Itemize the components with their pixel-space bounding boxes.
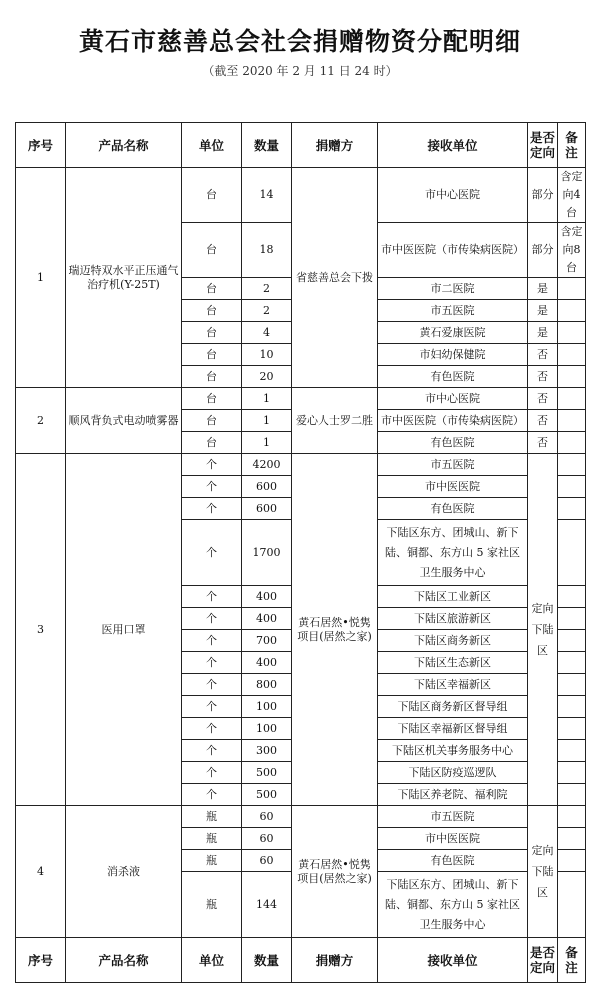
cell-unit: 瓶 [182, 850, 242, 872]
document-title: 黄石市慈善总会社会捐赠物资分配明细 [78, 27, 521, 56]
cell-note [558, 718, 586, 740]
cell-directed: 是 [528, 322, 558, 344]
cell-unit: 个 [182, 762, 242, 784]
cell-donor: 爱心人士罗二胜 [292, 388, 378, 454]
cell-receiver: 市五医院 [378, 300, 528, 322]
cell-note [558, 454, 586, 476]
cell-receiver: 下陆区商务新区 [378, 630, 528, 652]
cell-note [558, 300, 586, 322]
cell-receiver: 下陆区防疫巡逻队 [378, 762, 528, 784]
header-note: 备注 [558, 938, 586, 983]
cell-qty: 800 [242, 674, 292, 696]
cell-note [558, 498, 586, 520]
cell-unit: 个 [182, 586, 242, 608]
cell-qty: 2 [242, 278, 292, 300]
cell-qty: 4200 [242, 454, 292, 476]
cell-receiver: 下陆区养老院、福利院 [378, 784, 528, 806]
cell-qty: 600 [242, 476, 292, 498]
cell-qty: 100 [242, 696, 292, 718]
cell-note [558, 388, 586, 410]
cell-unit: 台 [182, 278, 242, 300]
cell-receiver: 下陆区工业新区 [378, 586, 528, 608]
cell-receiver: 下陆区东方、团城山、新下陆、铜都、东方山 5 家社区卫生服务中心 [378, 520, 528, 586]
cell-donor: 黄石居然•悦隽项目(居然之家) [292, 806, 378, 938]
cell-qty: 100 [242, 718, 292, 740]
cell-note [558, 806, 586, 828]
cell-note [558, 322, 586, 344]
cell-receiver: 有色医院 [378, 432, 528, 454]
header-unit: 单位 [182, 123, 242, 168]
cell-directed: 部分 [528, 168, 558, 223]
cell-product: 消杀液 [66, 806, 182, 938]
cell-receiver: 市二医院 [378, 278, 528, 300]
cell-qty: 400 [242, 652, 292, 674]
cell-qty: 60 [242, 806, 292, 828]
cell-qty: 700 [242, 630, 292, 652]
header-directed: 是否定向 [528, 123, 558, 168]
cell-note [558, 366, 586, 388]
table-footer-header-row [16, 938, 586, 983]
table-row [16, 168, 586, 223]
cell-seq: 1 [16, 168, 66, 388]
header-receiver: 接收单位 [378, 938, 528, 983]
cell-unit: 个 [182, 608, 242, 630]
cell-unit: 个 [182, 630, 242, 652]
cell-qty: 1 [242, 432, 292, 454]
cell-unit: 个 [182, 652, 242, 674]
cell-unit: 个 [182, 498, 242, 520]
cell-seq: 2 [16, 388, 66, 454]
header-donor: 捐赠方 [292, 938, 378, 983]
cell-note [558, 344, 586, 366]
cell-receiver: 下陆区东方、团城山、新下陆、铜都、东方山 5 家社区卫生服务中心 [378, 872, 528, 938]
cell-donor: 黄石居然•悦隽项目(居然之家) [292, 454, 378, 806]
cell-seq: 4 [16, 806, 66, 938]
cell-unit: 个 [182, 718, 242, 740]
cell-receiver: 市五医院 [378, 454, 528, 476]
cell-receiver: 下陆区旅游新区 [378, 608, 528, 630]
cell-note [558, 784, 586, 806]
cell-unit: 台 [182, 168, 242, 223]
cell-unit: 瓶 [182, 872, 242, 938]
cell-qty: 1 [242, 388, 292, 410]
cell-directed: 部分 [528, 223, 558, 278]
cell-product: 医用口罩 [66, 454, 182, 806]
cell-directed: 定向下陆区 [528, 454, 558, 806]
cell-note: 含定向4台 [558, 168, 586, 223]
cell-seq: 3 [16, 454, 66, 806]
cell-qty: 18 [242, 223, 292, 278]
cell-unit: 台 [182, 410, 242, 432]
cell-receiver: 下陆区幸福新区 [378, 674, 528, 696]
cell-donor: 省慈善总会下拨 [292, 168, 378, 388]
cell-directed: 是 [528, 278, 558, 300]
cell-note [558, 674, 586, 696]
cell-note [558, 476, 586, 498]
header-qty: 数量 [242, 938, 292, 983]
cell-qty: 144 [242, 872, 292, 938]
cell-qty: 500 [242, 762, 292, 784]
cell-unit: 台 [182, 300, 242, 322]
table-row [16, 454, 586, 476]
cell-receiver: 市妇幼保健院 [378, 344, 528, 366]
cell-receiver: 市中医医院 [378, 828, 528, 850]
cell-unit: 瓶 [182, 806, 242, 828]
cell-qty: 10 [242, 344, 292, 366]
cell-unit: 个 [182, 520, 242, 586]
document-subtitle: （截至 2020 年 2 月 11 日 24 时） [202, 64, 398, 78]
header-product: 产品名称 [66, 938, 182, 983]
cell-note [558, 850, 586, 872]
cell-unit: 个 [182, 740, 242, 762]
header-qty: 数量 [242, 123, 292, 168]
cell-qty: 14 [242, 168, 292, 223]
header-directed: 是否定向 [528, 938, 558, 983]
cell-note [558, 762, 586, 784]
cell-qty: 2 [242, 300, 292, 322]
cell-directed: 否 [528, 410, 558, 432]
cell-note [558, 828, 586, 850]
cell-note [558, 630, 586, 652]
allocation-table [15, 122, 586, 983]
cell-receiver: 市五医院 [378, 806, 528, 828]
cell-directed: 是 [528, 300, 558, 322]
table-header-row [16, 123, 586, 168]
header-receiver: 接收单位 [378, 123, 528, 168]
cell-receiver: 下陆区机关事务服务中心 [378, 740, 528, 762]
cell-unit: 个 [182, 696, 242, 718]
cell-qty: 600 [242, 498, 292, 520]
cell-receiver: 黄石爱康医院 [378, 322, 528, 344]
cell-unit: 个 [182, 784, 242, 806]
cell-note [558, 520, 586, 586]
cell-receiver: 下陆区生态新区 [378, 652, 528, 674]
cell-receiver: 市中心医院 [378, 388, 528, 410]
cell-unit: 个 [182, 476, 242, 498]
cell-directed: 否 [528, 432, 558, 454]
cell-directed: 定向下陆区 [528, 806, 558, 938]
cell-receiver: 市中医医院（市传染病医院） [378, 410, 528, 432]
cell-note [558, 696, 586, 718]
cell-unit: 台 [182, 344, 242, 366]
cell-product: 瑞迈特双水平正压通气治疗机(Y-25T) [66, 168, 182, 388]
cell-receiver: 下陆区幸福新区督导组 [378, 718, 528, 740]
table-row [16, 806, 586, 828]
cell-qty: 400 [242, 608, 292, 630]
cell-note [558, 872, 586, 938]
cell-qty: 4 [242, 322, 292, 344]
cell-product: 顺风背负式电动喷雾器 [66, 388, 182, 454]
cell-receiver: 市中医医院（市传染病医院） [378, 223, 528, 278]
cell-unit: 个 [182, 674, 242, 696]
cell-directed: 否 [528, 366, 558, 388]
cell-qty: 1700 [242, 520, 292, 586]
cell-note [558, 432, 586, 454]
cell-note [558, 410, 586, 432]
header-seq: 序号 [16, 123, 66, 168]
cell-unit: 台 [182, 432, 242, 454]
cell-receiver: 市中心医院 [378, 168, 528, 223]
cell-qty: 300 [242, 740, 292, 762]
cell-unit: 个 [182, 454, 242, 476]
cell-note [558, 586, 586, 608]
cell-unit: 台 [182, 366, 242, 388]
table-row [16, 388, 586, 410]
cell-unit: 台 [182, 388, 242, 410]
cell-directed: 否 [528, 344, 558, 366]
header-note: 备注 [558, 123, 586, 168]
cell-unit: 瓶 [182, 828, 242, 850]
cell-receiver: 有色医院 [378, 366, 528, 388]
cell-qty: 500 [242, 784, 292, 806]
header-donor: 捐赠方 [292, 123, 378, 168]
cell-note: 含定向8台 [558, 223, 586, 278]
cell-receiver: 下陆区商务新区督导组 [378, 696, 528, 718]
cell-qty: 60 [242, 850, 292, 872]
cell-qty: 20 [242, 366, 292, 388]
cell-note [558, 278, 586, 300]
cell-receiver: 有色医院 [378, 498, 528, 520]
cell-receiver: 市中医医院 [378, 476, 528, 498]
cell-receiver: 有色医院 [378, 850, 528, 872]
header-product: 产品名称 [66, 123, 182, 168]
cell-directed: 否 [528, 388, 558, 410]
header-seq: 序号 [16, 938, 66, 983]
cell-qty: 60 [242, 828, 292, 850]
cell-note [558, 608, 586, 630]
cell-note [558, 740, 586, 762]
cell-qty: 1 [242, 410, 292, 432]
cell-note [558, 652, 586, 674]
cell-qty: 400 [242, 586, 292, 608]
header-unit: 单位 [182, 938, 242, 983]
cell-unit: 台 [182, 223, 242, 278]
cell-unit: 台 [182, 322, 242, 344]
